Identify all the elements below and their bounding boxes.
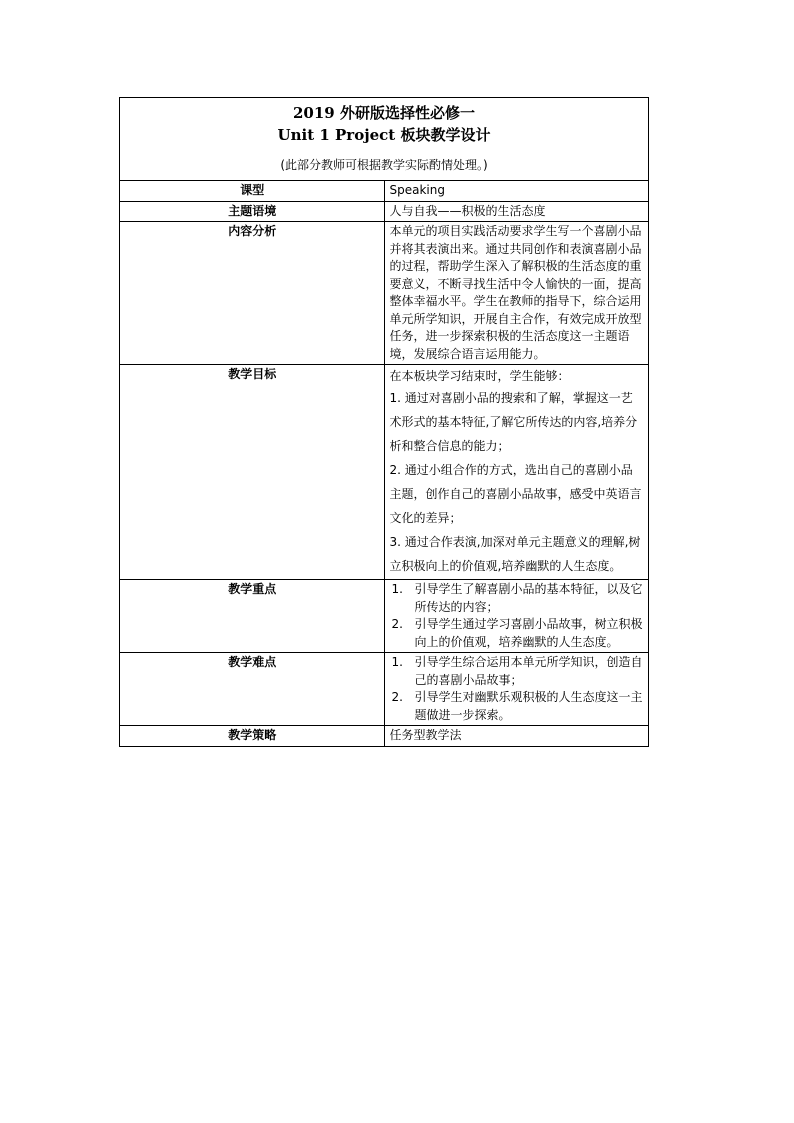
value-difficulties <box>384 653 649 726</box>
list-item: 1. 引导学生综合运用本单元所学知识，创造自己的喜剧小品故事； <box>391 655 643 687</box>
content-analysis-text: 本单元的项目实践活动要求学生写一个喜剧小品并将其表演出来。通过共同创作和表演喜剧小品的过程，帮助学生深入了解积极的生活态度的重要意义，不断寻找生活中令人愉快的一面，提高整体幸福水平。学生在教师的指导下，综合运用单元所学知识，开展自主合作，有效完成开放型任务，进一步探索积极的生活态度这一主题语境，发展综合语言运用能力。 <box>389 224 642 361</box>
list-item: 2. 引导学生通过学习喜剧小品故事，树立积极向上的价值观，培养幽默的人生态度。 <box>391 617 643 649</box>
label-difficulties: 教学难点 <box>120 653 385 726</box>
document-title-line-2: Unit 1 Project 板块教学设计 <box>277 126 491 144</box>
title-cell <box>120 98 649 181</box>
list-item: 1. 引导学生了解喜剧小品的基本特征，以及它所传达的内容； <box>391 582 643 614</box>
row-theme-context <box>120 201 649 222</box>
row-difficulties <box>120 653 649 726</box>
value-lesson-type: Speaking <box>384 181 649 202</box>
document-title-line-1: 2019 外研版选择性必修一 <box>293 104 475 122</box>
objective-item: 3. 通过合作表演,加深对单元主题意义的理解,树立积极向上的价值观,培养幽默的人生态度。 <box>389 535 641 573</box>
row-teaching-objectives <box>120 365 649 580</box>
row-lesson-type <box>120 181 649 202</box>
objectives-intro: 在本板块学习结束时，学生能够： <box>389 369 570 383</box>
row-content-analysis <box>120 222 649 365</box>
objective-item: 2. 通过小组合作的方式，选出自己的喜剧小品主题，创作自己的喜剧小品故事，感受中英语言文化的差异； <box>389 463 642 525</box>
label-content-analysis: 内容分析 <box>120 222 385 365</box>
value-content-analysis <box>384 222 649 365</box>
label-key-points: 教学重点 <box>120 580 385 653</box>
difficulties-list <box>390 654 645 724</box>
label-lesson-type: 课型 <box>120 181 385 202</box>
title-row <box>120 98 649 181</box>
list-item: 2. 引导学生对幽默乐观积极的人生态度这一主题做进一步探索。 <box>391 690 643 722</box>
row-teaching-strategy <box>120 726 649 747</box>
value-teaching-objectives <box>384 365 649 580</box>
row-key-points <box>120 580 649 653</box>
value-theme-context: 人与自我——积极的生活态度 <box>384 201 649 222</box>
label-teaching-objectives: 教学目标 <box>120 365 385 580</box>
value-teaching-strategy: 任务型教学法 <box>384 726 649 747</box>
objective-item: 1. 通过对喜剧小品的搜索和了解，掌握这一艺术形式的基本特征,了解它所传达的内容,培养分析和整合信息的能力； <box>389 391 638 453</box>
label-teaching-strategy: 教学策略 <box>120 726 385 747</box>
key-points-list <box>390 581 645 651</box>
document-note: (此部分教师可根据教学实际酌情处理。) <box>280 158 488 172</box>
lesson-plan-table <box>119 97 649 747</box>
label-theme-context: 主题语境 <box>120 201 385 222</box>
value-key-points <box>384 580 649 653</box>
